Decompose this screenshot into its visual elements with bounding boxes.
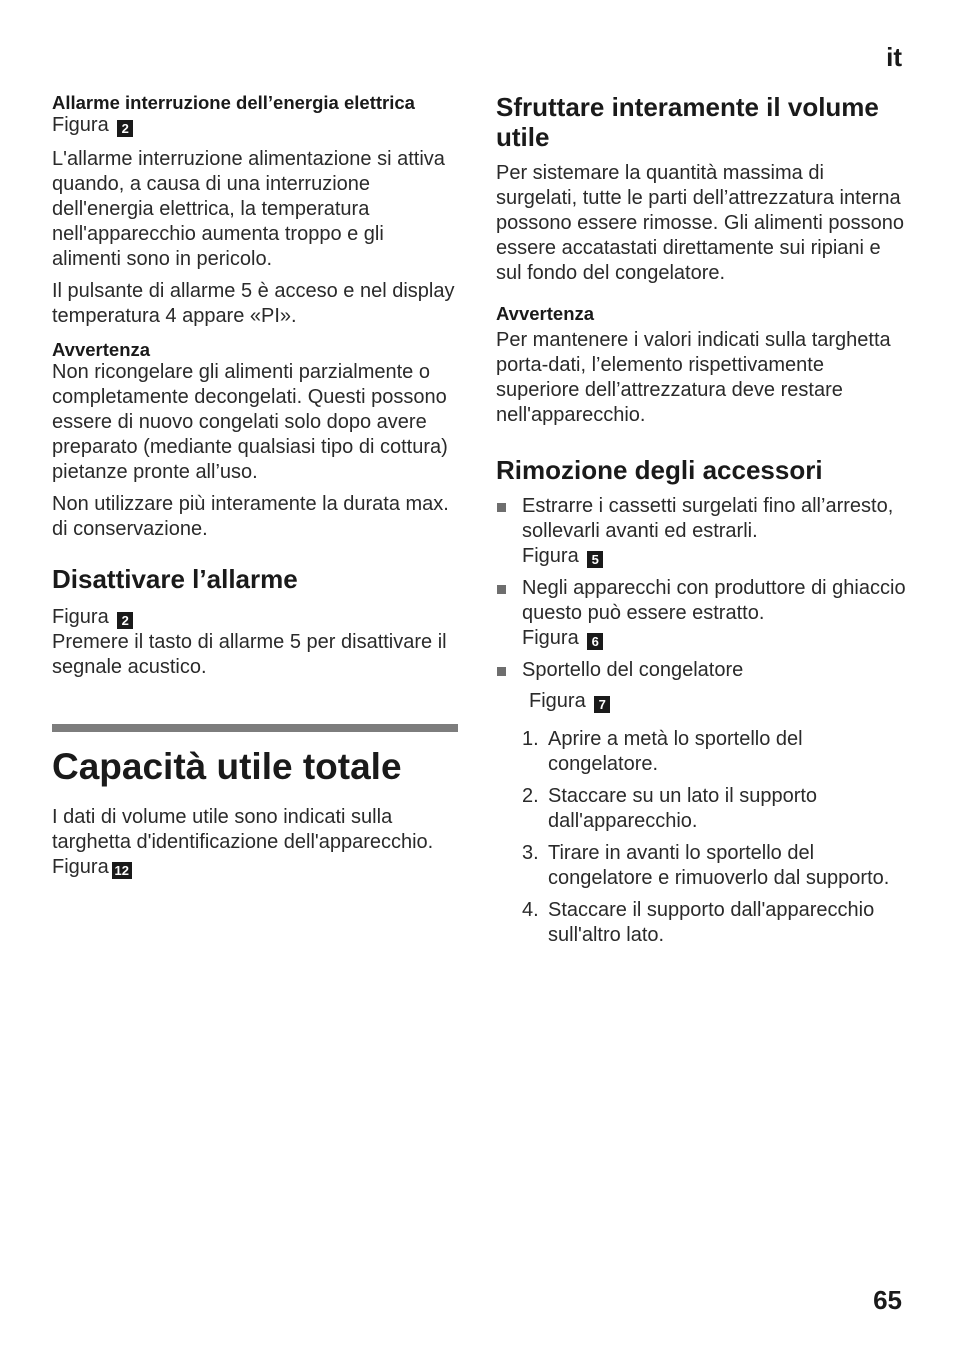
figure-label: Figura [522, 545, 585, 567]
step-number: 2. [522, 785, 539, 807]
volume-paragraph: Per sistemare la quantità massima di surgelati, tutte le parti dell’attrezzatura interna possono essere rimosse. Gli alimenti possono essere accatastati direttamente sui ripiani e sul fondo del congelatore. [496, 162, 904, 284]
alarm-note-heading: Avvertenza [52, 339, 151, 360]
list-item-text: Sportello del congelatore [522, 659, 744, 681]
step-number: 3. [522, 842, 539, 864]
bullet-square-icon [497, 667, 506, 676]
figure-number-icon: 12 [112, 862, 132, 879]
alarm-heading: Allarme interruzione dell’energia elettrica [52, 92, 415, 113]
capacity-text [52, 805, 458, 880]
deactivate-alarm-heading: Disattivare l’allarme [52, 564, 298, 594]
figure-reference [52, 113, 458, 138]
deactivate-alarm-text: Premere il tasto di allarme 5 per disattivare il segnale acustico. [52, 631, 447, 678]
volume-note-paragraph: Per mantenere i valori indicati sulla targhetta porta-dati, l’elemento rispettivamente superiore dell’attrezzatura deve restare nell'apparecchio. [496, 329, 891, 426]
step-text: Staccare su un lato il supporto dall'apparecchio. [548, 785, 818, 832]
step-text: Aprire a metà lo sportello del congelatore. [548, 728, 803, 775]
removal-heading: Rimozione degli accessori [496, 455, 823, 485]
capacity-text-body: I dati di volume utile sono indicati sulla targhetta d'identificazione dell'apparecchio. Figura [52, 806, 434, 878]
figure-reference [52, 605, 458, 630]
figure-number-icon: 6 [587, 633, 603, 650]
figure-number-icon: 2 [117, 120, 133, 137]
step-text: Staccare il supporto dall'apparecchio sull'altro lato. [548, 899, 875, 946]
figure-reference [529, 689, 906, 714]
step-item [496, 727, 906, 777]
language-code: it [886, 42, 902, 72]
alarm-note-paragraph-2: Non utilizzare più interamente la durata max. di conservazione. [52, 493, 449, 540]
alarm-paragraph-2: Il pulsante di allarme 5 è acceso e nel display temperatura 4 appare «PI». [52, 280, 455, 327]
step-text: Tirare in avanti lo sportello del congelatore e rimuoverlo dal supporto. [548, 842, 890, 889]
bullet-square-icon [497, 503, 506, 512]
figure-number-icon: 7 [594, 696, 610, 713]
volume-note-heading: Avvertenza [496, 303, 595, 324]
figure-label: Figura [529, 690, 592, 712]
bullet-square-icon [497, 585, 506, 594]
step-item [496, 898, 906, 948]
list-item [496, 494, 906, 569]
alarm-note-paragraph-1: Non ricongelare gli alimenti parzialmente o completamente decongelati. Questi possono essere di nuovo congelati solo dopo avere preparato (mediante qualsiasi tipo di cottura) pietanze pronte all’uso. [52, 361, 448, 483]
figure-number-icon: 5 [587, 551, 603, 568]
step-number: 4. [522, 899, 539, 921]
list-item-text: Estrarre i cassetti surgelati fino all’arresto, sollevarli avanti ed estrarli. [522, 495, 894, 542]
volume-heading: Sfruttare interamente il volume utile [496, 92, 879, 152]
list-item-text: Negli apparecchi con produttore di ghiaccio questo può essere estratto. [522, 577, 906, 624]
removal-bullet-list [496, 494, 906, 714]
alarm-paragraph-1: L'allarme interruzione alimentazione si attiva quando, a causa di una interruzione dell'energia elettrica, la temperatura nell'apparecchio aumenta troppo e gli alimenti sono in pericolo. [52, 148, 445, 270]
step-number: 1. [522, 728, 539, 750]
capacity-heading: Capacità utile totale [52, 746, 402, 787]
removal-steps-list [496, 727, 906, 948]
figure-number-icon: 2 [117, 612, 133, 629]
section-divider [52, 724, 458, 732]
step-item [496, 841, 906, 891]
figure-label: Figura [522, 627, 585, 649]
right-column [496, 92, 906, 955]
step-item [496, 784, 906, 834]
list-item [496, 658, 906, 714]
page-number: 65 [873, 1285, 902, 1315]
list-item [496, 576, 906, 651]
figure-label: Figura [52, 606, 115, 628]
figure-label: Figura [52, 114, 115, 136]
left-column [52, 92, 458, 880]
